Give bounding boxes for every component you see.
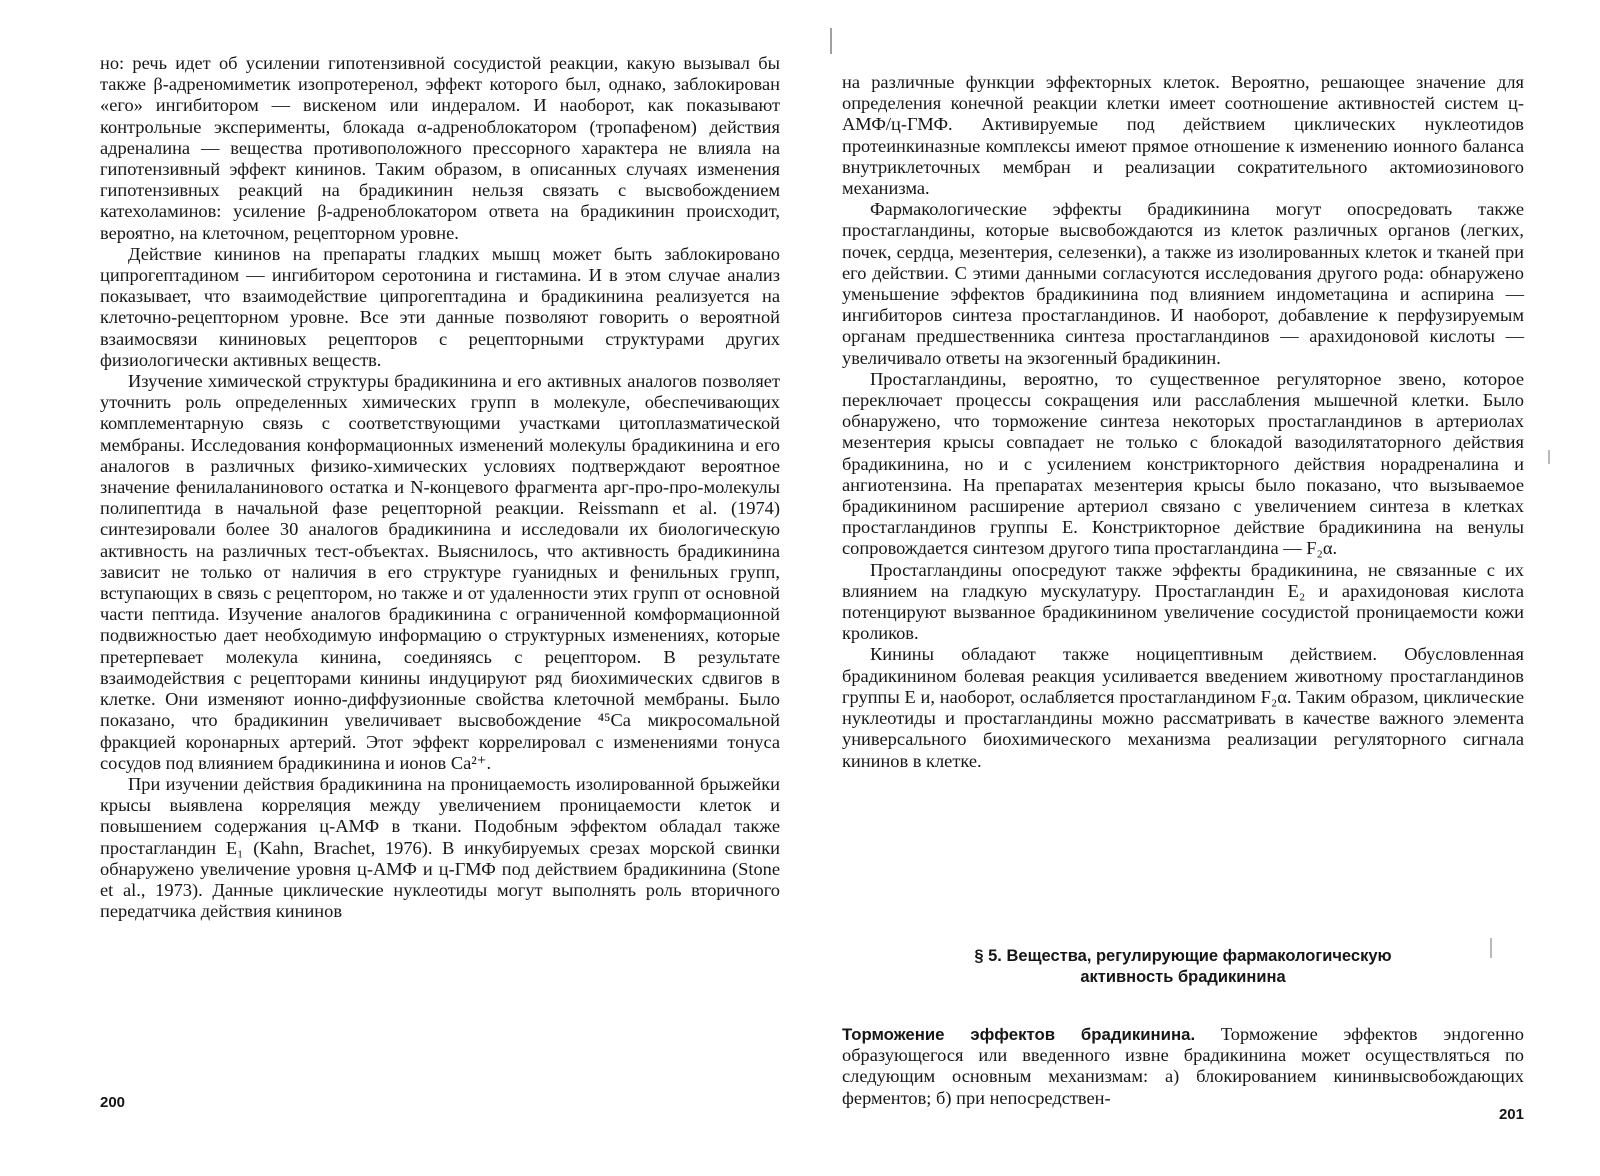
right-page-body bbox=[842, 72, 1524, 772]
right-page bbox=[842, 0, 1524, 1176]
section-heading bbox=[842, 946, 1524, 988]
gutter-scan-mark bbox=[830, 28, 832, 54]
left-page bbox=[100, 0, 780, 1176]
section-heading-line: активность брадикинина bbox=[1080, 968, 1286, 986]
edge-scan-mark-1 bbox=[1548, 450, 1550, 464]
lead-paragraph bbox=[842, 1024, 1524, 1109]
paragraph: Кинины обладают также ноцицептивным действием. Обусловленная брадикинином болевая реакция усиливается введением животному простагландинов группы E и, наоборот, ослабляется простагландином F₂α. Таким образом, циклические нуклеотиды и простагландины можно рассматривать в качестве важного элемента универсального биохимического механизма реализации регуляторного сигнала кининов в клетке. bbox=[842, 644, 1524, 771]
paragraph: При изучении действия брадикинина на проницаемость изолированной брыжейки крысы выявлена корреляция между увеличением проницаемости клеток и повышением содержания ц-АМФ в ткани. Подобным эффектом обладал также простагландин E₁ (Kahn, Brachet, 1976). В инкубируемых срезах морской свинки обнаружено увеличение уровня ц-АМФ и ц-ГМФ под действием брадикинина (Stone et al., 1973). Данные циклические нуклеотиды могут выполнять роль вторичного передатчика действия кининов bbox=[100, 773, 780, 922]
left-page-body bbox=[100, 53, 780, 922]
paragraph: но: речь идет об усилении гипотензивной сосудистой реакции, какую вызывал бы также β-адреномиметик изопротеренол, эффект которого был, однако, заблокирован «его» ингибитором — вискеном или индералом. И наоборот, как показывают контрольные эксперименты, блокада α-адреноблокатором (тропафеном) действия адреналина — вещества противоположного прессорного характера не влияла на гипотензивный эффект кининов. Таким образом, в описанных случаях изменения гипотензивных реакций на брадикинин нельзя связать с высвобождением катехоламинов: усиление β-адреноблокатором ответа на брадикинин происходит, вероятно, на клеточном, рецепторном уровне. bbox=[100, 53, 780, 243]
lead-title: Торможение эффектов брадикинина. bbox=[842, 1025, 1196, 1044]
paragraph: Фармакологические эффекты брадикинина могут опосредовать также простагландины, которые высвобождаются из клеток различных органов (легких, почек, сердца, мезентерия, селезенки), а также из изолированных клеток и тканей при его действии. С этими данными согласуются исследования другого рода: обнаружено уменьшение эффектов брадикинина под влиянием индометацина и аспирина — ингибиторов синтеза простагландинов. И наоборот, добавление к перфузируемым органам предшественника синтеза простагландинов — арахидоновой кислоты — увеличивало ответы на экзогенный брадикинин. bbox=[842, 199, 1524, 368]
paragraph: Простагландины опосредуют также эффекты брадикинина, не связанные с их влиянием на гладкую мускулатуру. Простагландин E₂ и арахидоновая кислота потенцируют вызванное брадикинином увеличение сосудистой проницаемости кожи кроликов. bbox=[842, 559, 1524, 644]
paragraph: Простагландины, вероятно, то существенное регуляторное звено, которое переключает процессы сокращения или расслабления мышечной клетки. Было обнаружено, что торможение синтеза некоторых простагландинов в артериолах мезентерия крысы совпадает не только с блокадой вазодилятаторного действия брадикинина, но и с усилением констрикторного действия норадреналина и ангиотензина. На препаратах мезентерия крысы было показано, что вызываемое брадикинином расширение артериол связано с увеличением синтеза в клетках простагландинов группы E. Констрикторное действие брадикинина на венулы сопровождается синтезом другого типа простагландина — F₂α. bbox=[842, 368, 1524, 559]
paragraph: Действие кининов на препараты гладких мышц может быть заблокировано ципрогептадином — ингибитором серотонина и гистамина. И в этом случае анализ показывает, что взаимодействие ципрогептадина и брадикинина реализуется на клеточно-рецепторном уровне. Все эти данные позволяют говорить о вероятной взаимосвязи кининовых рецепторов с рецепторными структурами других физиологически активных веществ. bbox=[100, 243, 780, 370]
page-number: 200 bbox=[100, 1094, 126, 1111]
lead-text: Торможение эффектов эндогенно образующегося или введенного извне брадикинина может осуществляться по следующим основным механизмам: а) блокированием кининвысвобождающих ферментов; б) при непосредствен- bbox=[842, 1024, 1524, 1108]
page-number: 201 bbox=[1498, 1106, 1524, 1123]
section-heading-line: § 5. Вещества, регулирующие фармакологическую bbox=[974, 947, 1392, 965]
paragraph: Изучение химической структуры брадикинина и его активных аналогов позволяет уточнить роль определенных химических групп в молекуле, обеспечивающих комплементарную связь с соответствующими участками цитоплазматической мембраны. Исследования конформационных изменений молекулы брадикинина и его аналогов в различных физико-химических условиях подтверждают вероятное значение фенилаланинового остатка и N-концевого фрагмента арг-про-про-молекулы полипептида в начальной фазе рецепторной реакции. Reissmann et al. (1974) синтезировали более 30 аналогов брадикинина и исследовали их биологическую активность на различных тест-объектах. Выяснилось, что активность брадикинина зависит не только от наличия в его структуре гуанидных и фенильных групп, вступающих в связь с рецептором, но также и от удаленности этих групп от основной части пептида. Изучение аналогов брадикинина с ограниченной комформационной подвижностью дает необходимую информацию о структурных изменениях, которые претерпевает молекула кинина, соединяясь с рецептором. В результате взаимодействия с рецепторами кинины индуцируют ряд биохимических сдвигов в клетке. Они изменяют ионно-диффузионные свойства клеточной мембраны. Было показано, что брадикинин увеличивает высвобождение ⁴⁵Са микросомальной фракцией коронарных артерий. Этот эффект коррелировал с изменениями тонуса сосудов под влиянием брадикинина и ионов Са²⁺. bbox=[100, 371, 780, 773]
paragraph: на различные функции эффекторных клеток. Вероятно, решающее значение для определения конечной реакции клетки имеет соотношение активностей систем ц-АМФ/ц-ГМФ. Активируемые под действием циклических нуклеотидов протеинкиназные комплексы имеют прямое отношение к изменению ионного баланса внутриклеточных мембран и реализации сократительного актомиозинового механизма. bbox=[842, 72, 1524, 199]
